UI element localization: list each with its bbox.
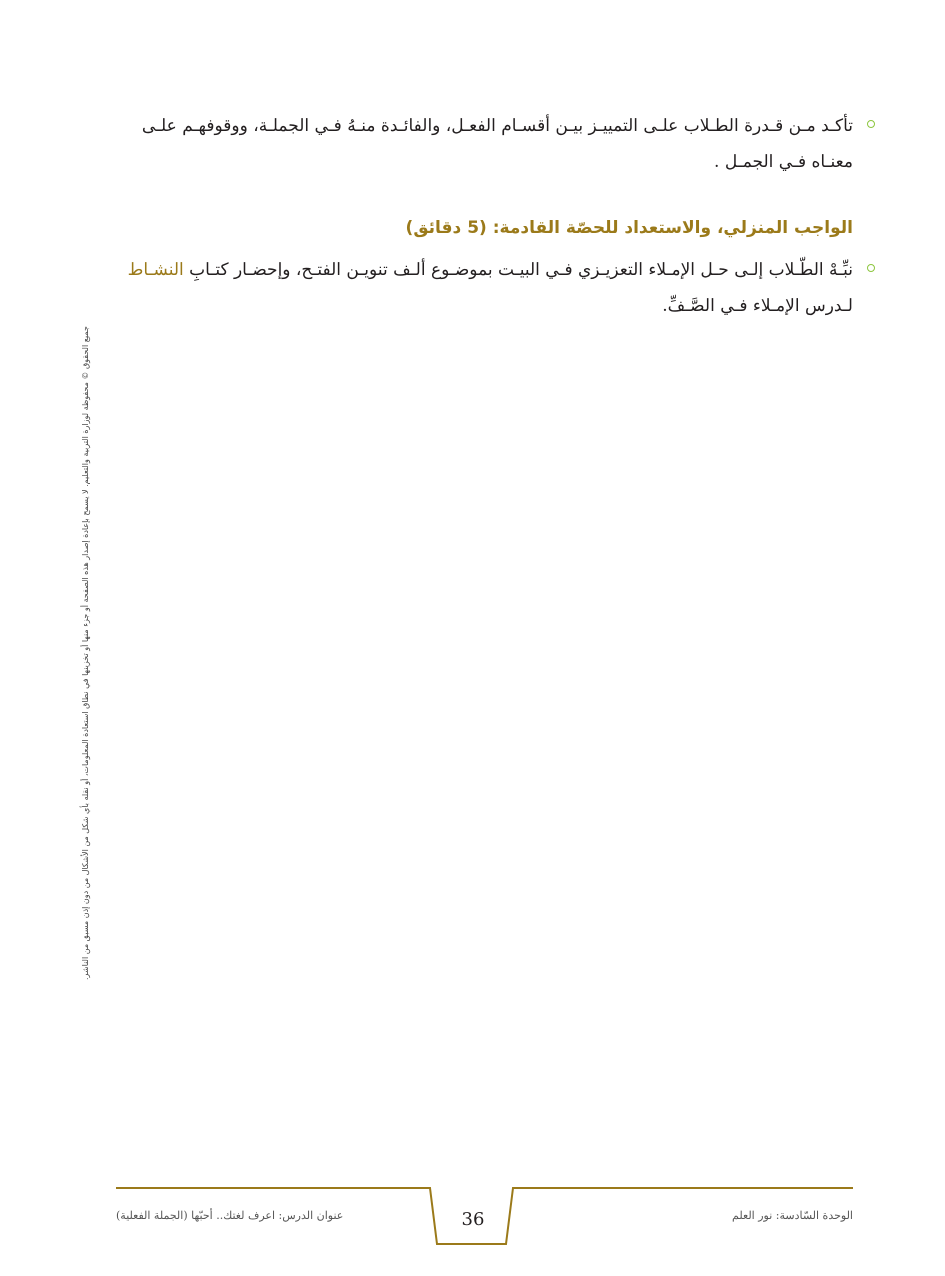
paragraph-1-text: تأكـد مـن قـدرة الطـلاب علـى التمييـز بيـن أقسـام الفعـل، والفائـدة منـهُ فـي الجملـة، ووقوفهـم علـى معنـاه فـي الجمـل . xyxy=(141,116,853,172)
page-number: 36 xyxy=(461,1209,485,1230)
footer-unit: الوحدة السّادسة: نور العلم xyxy=(732,1209,853,1222)
paragraph-2-text: نبِّـهْ الطّـلاب إلـى حـل الإمـلاء التعزيـزي فـي البيـت بموضـوع ألـف تنويـن الفتـح، وإحضـار كتـابِ xyxy=(183,260,853,280)
paragraph-2 xyxy=(110,252,853,324)
paragraph-2-text-end: لـدرس الإمـلاء فـي الصَّـفِّ. xyxy=(662,296,853,316)
activity-book-highlight: النشـاط xyxy=(127,260,184,280)
homework-heading: الواجب المنزلي، والاستعداد للحصّة القادمة: (5 دقائق) xyxy=(405,218,853,238)
paragraph-1 xyxy=(110,108,853,180)
bullet-icon xyxy=(867,264,875,272)
bullet-icon xyxy=(867,120,875,128)
footer-lesson-title: عنوان الدرس: اعرف لغتك.. أحبّها (الجملة الفعلية) xyxy=(116,1209,344,1222)
copyright-side-note: جميع الحقوق © محفوظة لوزارة التربية والتعليم. لا يسمح بإعادة إصدار هذه الصفحة أو جزء منها أو تخزينها في نطاق استعادة المعلومات، أو نقله بأي شكل من الأشكال من دون إذن مسبق من الناشر. xyxy=(81,326,90,980)
